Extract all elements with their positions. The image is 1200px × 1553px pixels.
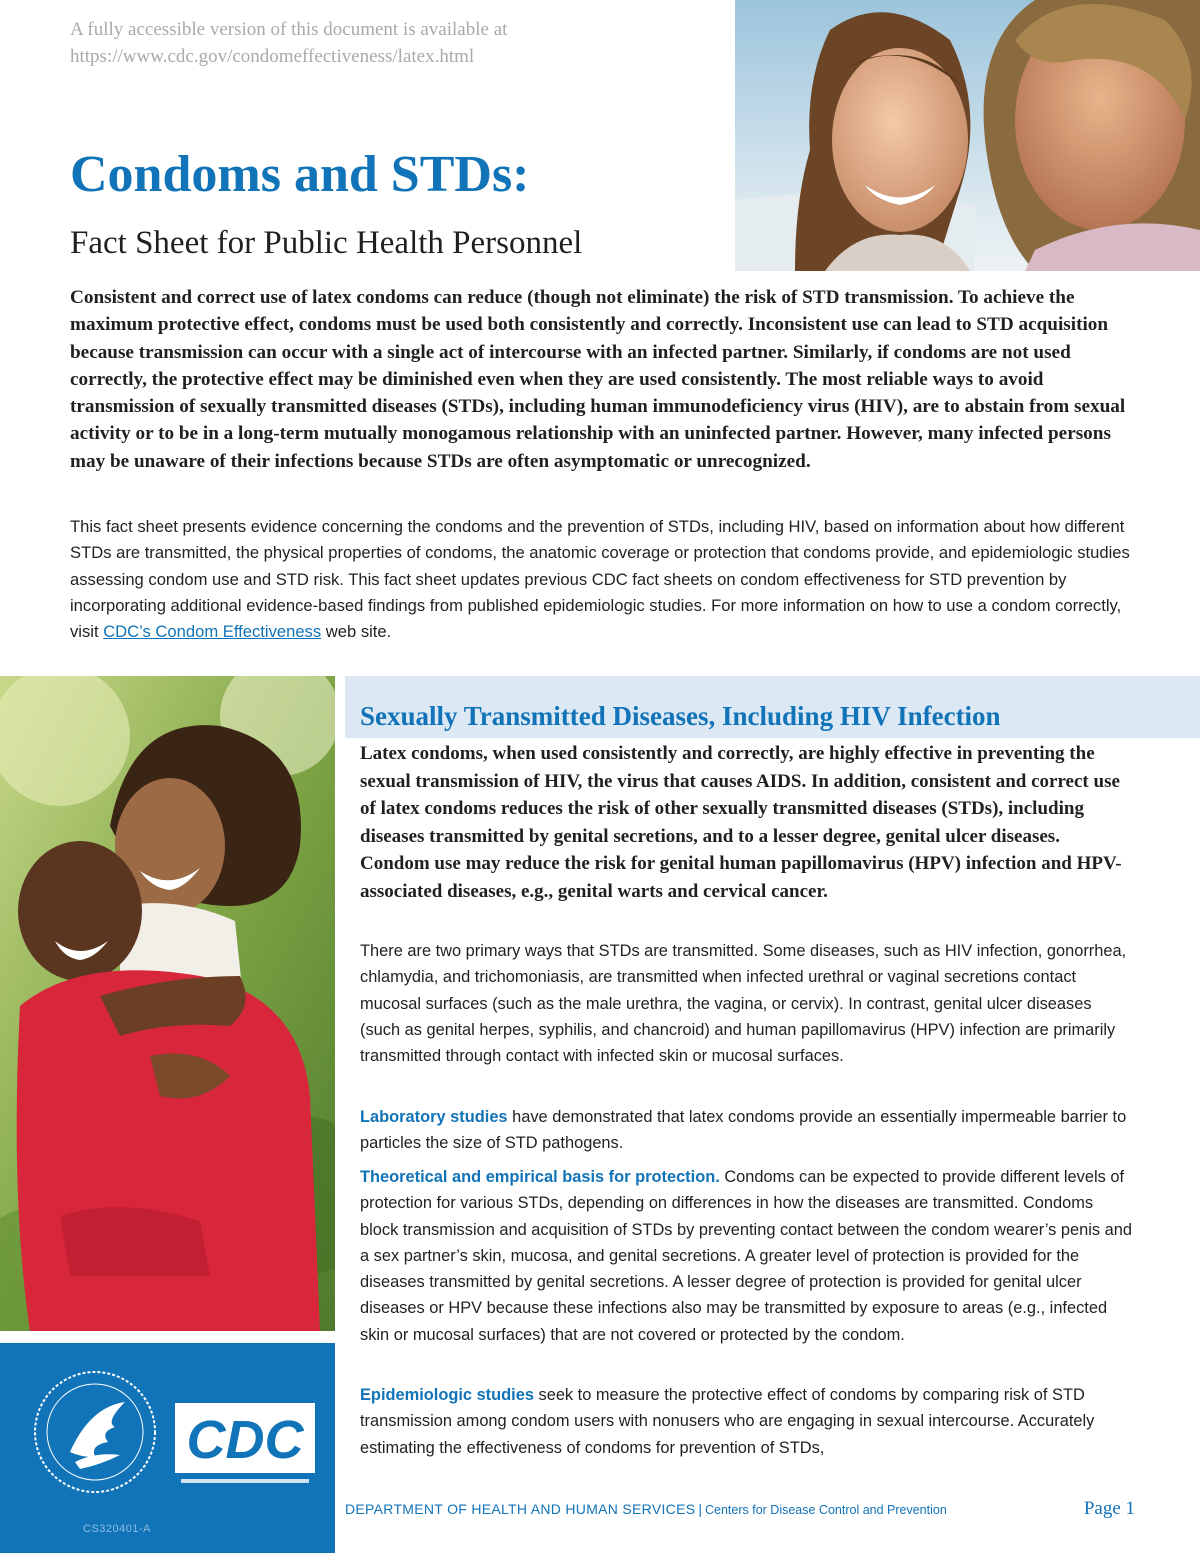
epidemiologic-studies-paragraph [360,1382,1135,1461]
protection-basis-term: Theoretical and empirical basis for protection. [360,1168,720,1186]
logo-panel [0,1343,335,1553]
condom-effectiveness-link[interactable]: CDC’s Condom Effectiveness [103,622,322,642]
protection-basis-text: Condoms can be expected to provide different levels of protection for various STDs, depending on differences in how the diseases are transmitted. Condoms block transmission and acquisition of STDs by preventing contact between the condom wearer’s penis and a sex partner’s skin, mucosa, and genital secretions. A greater level of protection is provided for the diseases transmitted by genital secretions. A lesser degree of protection is provided for genital ulcer diseases or HPV because these infections also may be transmitted by exposure to areas (e.g., infected skin or mucosal surfaces) that are not covered or protected by the condom. [360,1168,1133,1344]
piggyback-couple-photo [0,676,335,1331]
cdc-logo-icon [175,1403,315,1493]
page-footer [345,1497,1135,1521]
accessibility-notice [70,16,690,70]
epidemiologic-studies-term: Epidemiologic studies [360,1386,534,1404]
section-lead-paragraph: Latex condoms, when used consistently and correctly, are highly effective in preventing the sexual transmission of HIV, the virus that causes AIDS. In addition, consistent and correct use of latex condoms reduces the risk of other sexually transmitted diseases (STDs), including diseases transmitted by genital secretions, and to a lesser degree, genital ulcer diseases. Condom use may reduce the risk for genital human papillomavirus (HPV) infection and HPV-associated diseases, e.g., genital warts and cervical cancer. [360,743,1122,902]
transmission-paragraph: There are two primary ways that STDs are transmitted. Some diseases, such as HIV infection, gonorrhea, chlamydia, and trichomoniasis, are transmitted when infected urethral or vaginal secretions contact mucosal surfaces (such as the male urethra, the vagina, or cervix). In contrast, genital ulcer diseases (such as genital herpes, syphilis, and chancroid) and human papillomavirus (HPV) infection are primarily transmitted through contact with infected skin or mucosal surfaces. [360,942,1127,1066]
page-number: Page 1 [1083,1498,1135,1519]
lead-paragraph: Consistent and correct use of latex condoms can reduce (though not eliminate) the risk of STD transmission. To achieve the maximum protective effect, condoms must be used both consistently and correctly. Inconsistent use can lead to STD acquisition because transmission can occur with a single act of intercourse with an infected partner. Similarly, if condoms are not used correctly, the protective effect may be diminished even when they are used consistently. The most reliable ways to avoid transmission of sexually transmitted diseases (STDs), including human immunodeficiency virus (HIV), are to abstain from sexual activity or to be in a long-term mutually monogamous relationship with an uninfected partner. However, many infected persons may be unaware of their infections because STDs are often asymptomatic or unrecognized. [70,287,1126,472]
laboratory-studies-paragraph [360,1104,1135,1157]
page-title: Condoms and STDs: [70,146,530,203]
cdc-logo-text: CDC [186,1410,304,1470]
intro-suffix: web site. [321,622,392,642]
footer-separator: | [698,1501,702,1517]
section-heading: Sexually Transmitted Diseases, Including HIV Infection [360,701,1001,731]
protection-basis-paragraph [360,1164,1135,1348]
intro-paragraph [70,514,1140,645]
accessibility-notice-text: A fully accessible version of this document is available at [70,19,508,40]
accessible-version-url[interactable]: https://www.cdc.gov/condomeffectiveness/latex.html [70,46,475,67]
epidemiologic-studies-text: seek to measure the protective effect of condoms by comparing risk of STD transmission among condom users with nonusers who are engaging in sexual intercourse. Accurately estimating the effectiveness of condoms for prevention of STDs, [360,1386,1095,1457]
footer-department: DEPARTMENT OF HEALTH AND HUMAN SERVICES [345,1501,696,1517]
intro-text: This fact sheet presents evidence concerning the condoms and the prevention of STDs, including HIV, based on information about how different STDs are transmitted, the physical properties of condoms, the anatomic coverage or protection that condoms provide, and epidemiologic studies assessing condom use and STD risk. This fact sheet updates previous CDC fact sheets on condom effectiveness for STD prevention by incorporating additional evidence-based findings from published epidemiologic studies. For more information on how to use a condom correctly, visit [70,517,1130,642]
laboratory-studies-term: Laboratory studies [360,1108,508,1126]
page-subtitle: Fact Sheet for Public Health Personnel [70,225,583,261]
laboratory-studies-text: have demonstrated that latex condoms provide an essentially impermeable barrier to particles the size of STD pathogens. [360,1108,1127,1153]
footer-agency: Centers for Disease Control and Prevention [705,1503,947,1517]
couple-photo [735,0,1200,271]
hhs-seal-icon [30,1367,160,1497]
document-code: CS320401-A [83,1523,151,1535]
